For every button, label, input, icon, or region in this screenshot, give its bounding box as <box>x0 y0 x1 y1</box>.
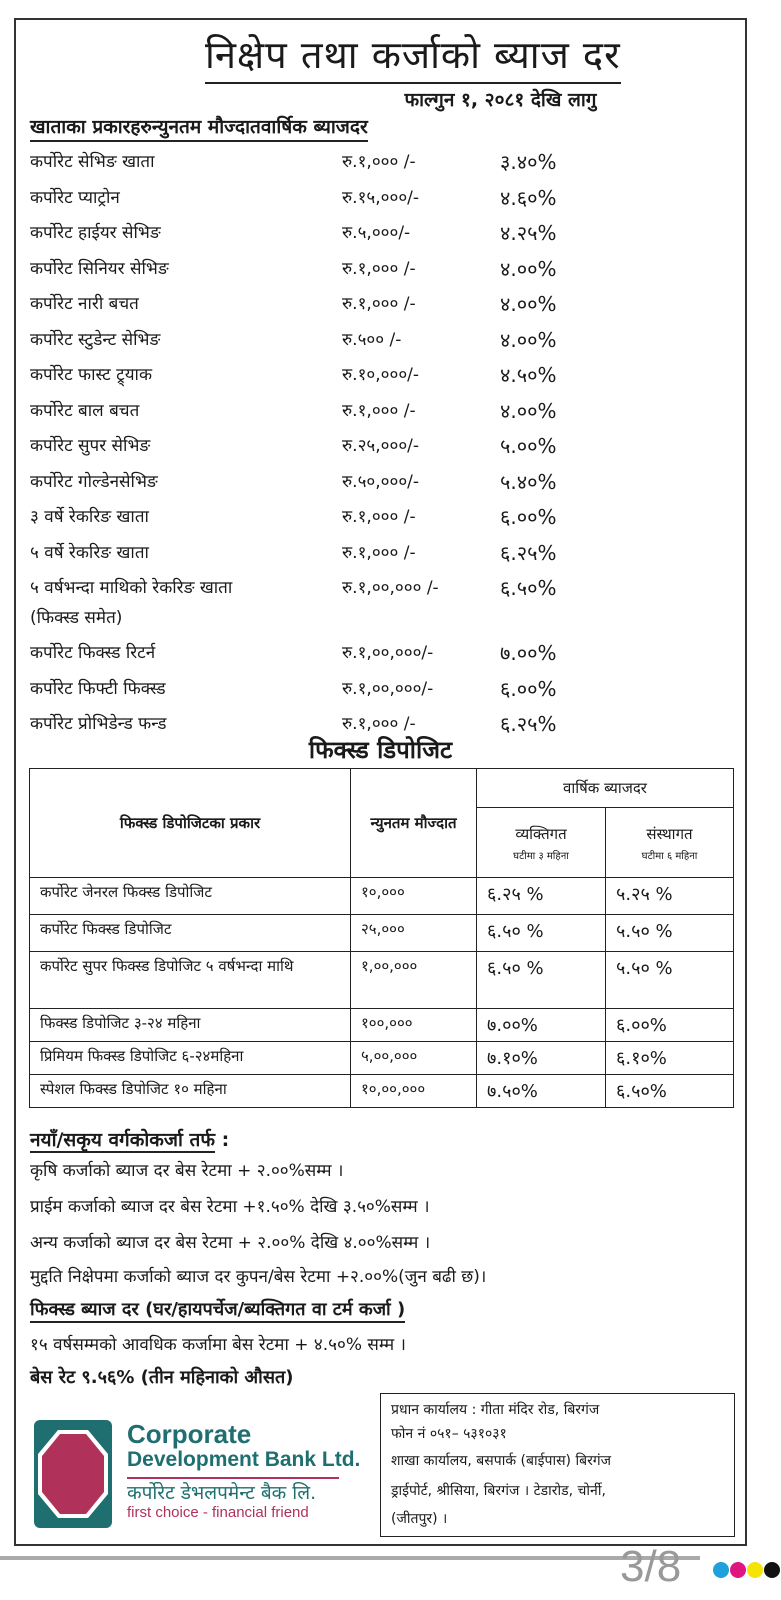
account-min-balance: रु.५०,०००/- <box>342 471 420 492</box>
col-header-min: न्युनतम मौज्दात <box>351 769 477 878</box>
address-box <box>380 1393 735 1537</box>
account-min-balance: रु.२५,०००/- <box>342 436 420 456</box>
fd-table-row <box>30 952 734 1009</box>
page-title: निक्षेप तथा कर्जाको ब्याज दर <box>205 28 621 84</box>
account-min-balance: रु.१,००० /- <box>342 507 416 527</box>
account-row <box>30 396 630 432</box>
fd-cell-institutional: ६.००% <box>606 1009 734 1042</box>
account-name: कर्पोरेट फास्ट ट्र्याक <box>30 365 153 385</box>
loan-line: प्राईम कर्जाको ब्याज दर बेस रेटमा +१.५०% देखि ३.५०%सम्म । <box>30 1197 430 1217</box>
account-min-balance: रु.१,००० /- <box>342 294 416 314</box>
account-rate: ६.२५% <box>500 712 557 736</box>
account-name: कर्पोरेट प्याट्रोन <box>30 187 120 208</box>
account-row <box>30 218 630 254</box>
print-registration-marks <box>713 1562 780 1578</box>
accounts-section-heading: खाताका प्रकारहरुन्युनतम मौज्दातवार्षिक ब्याजदर <box>30 113 368 142</box>
fd-table-row <box>30 1042 734 1075</box>
account-row <box>30 325 630 361</box>
account-rate: ३.४०% <box>500 150 557 174</box>
account-row <box>30 360 630 396</box>
bottom-rule <box>0 1556 700 1560</box>
account-rate: ६.००% <box>500 676 557 701</box>
account-min-balance: रु.५०० /- <box>342 329 402 350</box>
account-row <box>30 467 630 503</box>
brand-name-en-line1: Corporate <box>127 1419 252 1449</box>
loans-heading-colon: : <box>221 1129 230 1151</box>
account-min-balance: रु.१५,०००/- <box>342 187 420 208</box>
savings-accounts-list <box>30 147 630 745</box>
account-rate: ६.५०% <box>500 576 557 600</box>
account-rate: ६.२५% <box>500 540 557 565</box>
fd-cell-min: ५,००,००० <box>351 1042 477 1075</box>
col-header-individual <box>477 808 606 878</box>
fd-table-row <box>30 915 734 952</box>
account-min-balance: रु.१,००० /- <box>342 400 416 421</box>
account-min-balance: रु.५,०००/- <box>342 223 411 243</box>
address-line: फोन नं ०५१– ५३१०३१ <box>391 1426 507 1442</box>
fd-cell-institutional: ५.२५ % <box>606 878 734 915</box>
fd-cell-individual: ६.२५ % <box>477 878 606 915</box>
address-line: प्रधान कार्यालय : गीता मंदिर रोड, बिरगंज <box>391 1402 600 1418</box>
account-note: (फिक्स्ड समेत) <box>30 608 123 628</box>
page-number: 3/8 <box>620 1542 682 1591</box>
account-min-balance: रु.१,००० /- <box>342 258 416 279</box>
account-rate: ५.००% <box>500 434 557 458</box>
account-rate: ४.००% <box>500 256 557 281</box>
account-rate: ४.२५% <box>500 221 557 245</box>
fd-cell-min: १००,००० <box>351 1009 477 1042</box>
fd-cell-type: कर्पोरेट जेनरल फिक्स्ड डिपोजिट <box>30 878 351 915</box>
fd-cell-min: १०,००,००० <box>351 1075 477 1108</box>
fd-cell-institutional: ६.५०% <box>606 1075 734 1108</box>
fd-cell-individual: ७.५०% <box>477 1075 606 1108</box>
fd-cell-individual: ६.५० % <box>477 952 606 1009</box>
account-min-balance: रु.१,००० /- <box>342 152 416 172</box>
fd-cell-type: कर्पोरेट फिक्स्ड डिपोजिट <box>30 915 351 952</box>
brand-divider <box>127 1477 339 1479</box>
account-name: कर्पोरेट फिफ्टी फिक्स्ड <box>30 678 166 699</box>
fd-cell-institutional: ५.५० % <box>606 915 734 952</box>
account-name: कर्पोरेट सिनियर सेभिङ <box>30 258 169 279</box>
fd-cell-min: १०,००० <box>351 878 477 915</box>
registration-dot <box>730 1562 746 1578</box>
account-row <box>30 638 630 674</box>
account-rate: ४.००% <box>500 398 557 423</box>
account-min-balance: रु.१,००,०००/- <box>342 678 434 699</box>
account-rate: ६.००% <box>500 505 557 529</box>
address-line: (जीतपुर) । <box>391 1511 448 1527</box>
fixed-deposit-table <box>29 768 734 1108</box>
individual-sub-label: घटीमा ३ महिना <box>513 850 569 862</box>
account-row <box>30 431 630 467</box>
account-row <box>30 573 630 638</box>
account-name: कर्पोरेट सुपर सेभिङ <box>30 436 151 456</box>
loans-heading-text: नयाँ/सकृय वर्गकोकर्जा तर्फ <box>30 1129 215 1151</box>
loan-line: मुद्दति निक्षेपमा कर्जाको ब्याज दर कुपन/बेस रेटमा +२.००%(जुन बढी छ)। <box>30 1267 487 1287</box>
account-name: ३ वर्षे रेकरिङ खाता <box>30 507 149 527</box>
account-row <box>30 147 630 183</box>
account-row <box>30 502 630 538</box>
bank-logo-icon <box>34 1420 112 1528</box>
col-header-institutional <box>606 808 734 878</box>
account-min-balance: रु.१,००,०००/- <box>342 643 434 663</box>
account-name: कर्पोरेट प्रोभिडेन्ड फन्ड <box>30 714 167 734</box>
col-header-annual-rate: वार्षिक ब्याजदर <box>477 769 734 808</box>
individual-label: व्यक्तिगत <box>515 824 567 843</box>
institutional-label: संस्थागत <box>646 824 693 843</box>
account-rate: ४.००% <box>500 292 557 316</box>
fd-cell-institutional: ५.५० % <box>606 952 734 1009</box>
account-row <box>30 674 630 710</box>
account-min-balance: रु.१,००,००० /- <box>342 578 439 598</box>
fixed-rate-line: १५ वर्षसम्मको आवधिक कर्जामा बेस रेटमा + ४.५०% सम्म । <box>30 1335 406 1355</box>
account-name: कर्पोरेट गोल्डेनसेभिङ <box>30 471 158 492</box>
address-line: ड्राईपोर्ट, श्रीसिया, बिरगंज । टेडारोड, चोर्नी, <box>391 1483 606 1499</box>
account-row <box>30 183 630 219</box>
institutional-sub-label: घटीमा ६ महिना <box>641 850 698 862</box>
fd-cell-individual: ६.५० % <box>477 915 606 952</box>
brand-name-ne: कर्पोरेट डेभलपमेन्ट बैक लि. <box>127 1482 317 1504</box>
account-min-balance: रु.१,००० /- <box>342 542 416 563</box>
fd-cell-type: फिक्स्ड डिपोजिट ३-२४ महिना <box>30 1009 351 1042</box>
fd-table-row <box>30 1009 734 1042</box>
fd-table-row <box>30 1075 734 1108</box>
fd-cell-type: स्पेशल फिक्स्ड डिपोजिट १० महिना <box>30 1075 351 1108</box>
account-rate: ४.५०% <box>500 363 557 387</box>
account-rate: ४.६०% <box>500 185 557 210</box>
registration-dot <box>764 1562 780 1578</box>
loans-heading <box>30 1126 229 1152</box>
registration-dot <box>747 1562 763 1578</box>
col-header-type: फिक्स्ड डिपोजिटका प्रकार <box>30 769 351 878</box>
account-name: कर्पोरेट नारी बचत <box>30 294 139 314</box>
account-min-balance: रु.१,००० /- <box>342 714 416 734</box>
fd-cell-type: कर्पोरेट सुपर फिक्स्ड डिपोजिट ५ वर्षभन्दा माथि <box>30 952 351 1009</box>
account-name: कर्पोरेट बाल बचत <box>30 400 140 421</box>
fd-cell-min: १,००,००० <box>351 952 477 1009</box>
fd-cell-individual: ७.००% <box>477 1009 606 1042</box>
account-row <box>30 289 630 325</box>
registration-dot <box>713 1562 729 1578</box>
account-rate: ४.००% <box>500 327 557 352</box>
brand-tagline: first choice - financial friend <box>127 1504 309 1521</box>
account-name: कर्पोरेट स्टुडेन्ट सेभिङ <box>30 329 161 350</box>
fd-cell-individual: ७.१०% <box>477 1042 606 1075</box>
account-row <box>30 538 630 574</box>
account-rate: ५.४०% <box>500 469 557 494</box>
account-name: ५ वर्षे रेकरिङ खाता <box>30 542 149 563</box>
fd-table-row <box>30 878 734 915</box>
account-min-balance: रु.१०,०००/- <box>342 365 420 385</box>
fd-cell-institutional: ६.१०% <box>606 1042 734 1075</box>
address-line: शाखा कार्यालय, बसपार्क (बाईपास) बिरगंज <box>391 1453 612 1469</box>
fixed-deposit-title: फिक्स्ड डिपोजिट <box>308 736 453 764</box>
account-name: कर्पोरेट हाईयर सेभिङ <box>30 223 161 243</box>
account-rate: ७.००% <box>500 641 557 665</box>
loan-line: कृषि कर्जाको ब्याज दर बेस रेटमा + २.००%सम्म । <box>30 1161 344 1181</box>
fixed-rate-heading: फिक्स्ड ब्याज दर (घर/हायपर्चेज/ब्यक्तिगत वा टर्म कर्जा ) <box>30 1297 405 1323</box>
fd-cell-min: २५,००० <box>351 915 477 952</box>
bank-brand <box>127 1420 360 1521</box>
account-name: कर्पोरेट फिक्स्ड रिटर्न <box>30 643 156 663</box>
fd-cell-type: प्रिमियम फिक्स्ड डिपोजिट ६-२४महिना <box>30 1042 351 1075</box>
effective-date: फाल्गुन १, २०८१ देखि लागु <box>404 89 597 111</box>
brand-name-en-line2: Development Bank Ltd. <box>127 1448 361 1471</box>
loan-line: अन्य कर्जाको ब्याज दर बेस रेटमा + २.००% देखि ४.००%सम्म । <box>30 1233 431 1253</box>
base-rate: बेस रेट ९.५६% (तीन महिनाको औसत) <box>30 1367 294 1388</box>
account-name: ५ वर्षभन्दा माथिको रेकरिङ खाता <box>30 578 233 598</box>
account-name: कर्पोरेट सेभिङ खाता <box>30 152 155 172</box>
account-row <box>30 254 630 290</box>
